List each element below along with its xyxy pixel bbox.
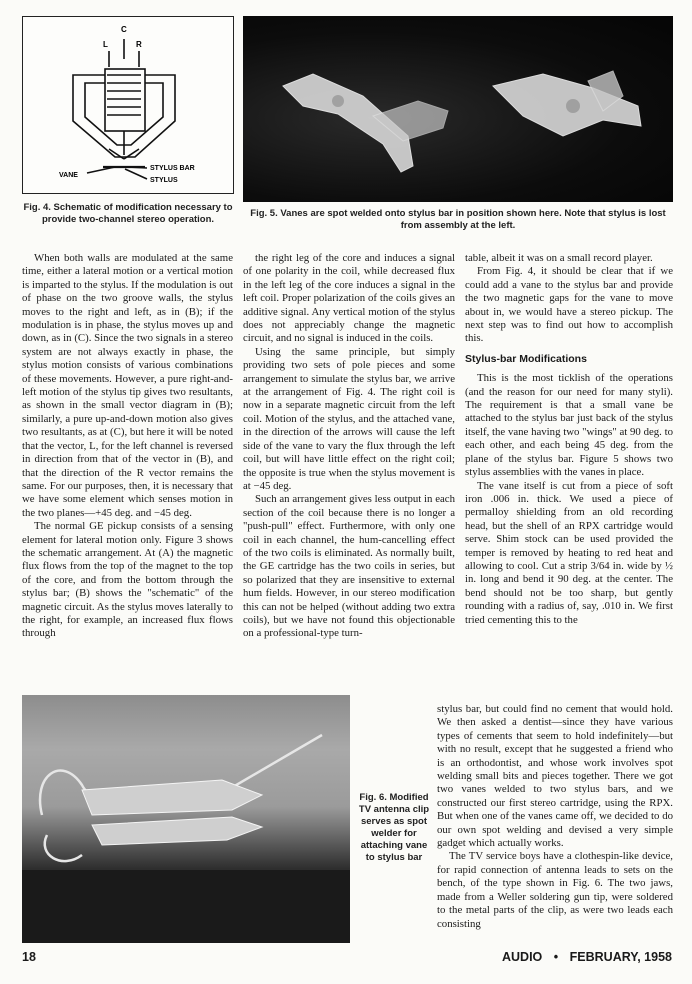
label-c: C [121,25,127,34]
figure-4-schematic [22,16,234,194]
magazine-name: AUDIO [502,950,543,964]
label-stylus: STYLUS [150,177,178,184]
paragraph: the right leg of the core and induces a signal of one polarity in the coil, while decreased flux in the left leg of the core induces a signal in the left coil. Proper polarization of the coils gives an additive signal. Any vertical motion of the stylus does not appreciably change the magnetic circuit, and no signal is induced in the coils. [243,252,455,345]
figure-6-photo [22,695,350,943]
label-stylus-bar: STYLUS BAR [150,165,195,172]
spot-welder-clip-image [22,695,350,943]
label-r: R [136,40,142,49]
figure-4-caption: Fig. 4. Schematic of modification necessary to provide two-channel stereo operation. [23,202,233,225]
label-l: L [103,40,108,49]
paragraph: This is the most ticklish of the operations (and the reason for our need for many styli). The requirement is that a small vane be attached to the stylus bar just back of the stylus itself, the vane having two "wings" at 90 deg. to each other, and each being 45 deg. from the plane of the stylus bar. Figure 5 shows two stylus assemblies with the vanes in place. [465,372,673,479]
figure-6-caption: Fig. 6. Modified TV antenna clip serves as spot welder for attaching vane to stylus bar [358,792,430,863]
text-column-3 [465,252,673,627]
paragraph: The TV service boys have a clothespin-like device, for rapid connection of antenna leads to sets on the bench, of the type shown in Fig. 6. The two jaws, made from a Weller soldering gun tip, were soldered to the metal parts of the clip, as were two leads each consisting [437,850,673,930]
issue-date: FEBRUARY, 1958 [569,950,672,964]
paragraph: The vane itself is cut from a piece of soft iron .006 in. thick. We used a piece of permalloy shielding from an old recording head, but the shell of an RPX cartridge would serve. Shim stock can be used provided the temper is removed by heating to red heat and allowing to cool. Cut a strip 3/64 in. wide by ½ in. long and bend it 90 deg. at the center. The bend should not be too sharp, but gently rounding with a radius of, say, .010 in. We first tried cementing this to the [465,479,673,626]
text-column-2 [243,252,455,641]
stylus-assemblies-image [243,16,673,202]
text-column-3-continued [437,703,673,931]
paragraph: From Fig. 4, it should be clear that if we could add a vane to the stylus bar and provide the two magnetic gaps for the vane to move about in, we would have a stereo pickup. The next step was to find out how to accomplish this. [465,265,673,345]
figure-5-caption: Fig. 5. Vanes are spot welded onto stylus bar in position shown here. Note that stylus is lost from assembly at the left. [250,208,666,231]
label-vane: VANE [59,172,78,179]
paragraph: Such an arrangement gives less output in each section of the coil because there is no longer a "push-pull" effect. Furthermore, with only one coil in each channel, the hum-cancelling effect of the two coils is eliminated. As normally built, the GE cartridge has the two coils in series, but so polarized that they are insensitive to external hum fields. However, in our stereo modification this can not be helped (without adding two extra coils), but we have not found this objectionable on a professional-type turn- [243,493,455,640]
schematic-diagram [23,17,232,192]
footer-bullet: • [553,950,559,964]
paragraph: The normal GE pickup consists of a sensing element for lateral motion only. Figure 3 shows the schematic arrangement. At (A) the magnetic flux flows from the top of the magnet to the top of the core, and from the bottom through the stylus bar; (B) shows the "schematic" of the magnetic circuit. As the stylus moves laterally to the right, for example, an increased flux flows through [22,520,233,640]
paragraph: table, albeit it was on a small record player. [465,252,653,264]
section-heading: Stylus-bar Modifications [465,352,587,365]
paragraph: stylus bar, but could find no cement that would hold. We then asked a dentist—since they have various types of cements that seem to hold indefinitely—but with no result, except that he suggested a friend who is an orthodontist, and whose work involves spot welding small bits and pieces together. There we got two vanes welded to two stylus bars, and we constructed our first stereo cartridge, using the RPX. But when one of the vanes came off, we decided to do our own spot welding and devised a very simple gadget which actually works. [437,703,673,850]
paragraph: When both walls are modulated at the same time, either a lateral motion or a vertical motion is imparted to the stylus. If the modulation is out of phase on the two groove walls, the stylus moves to the right and left, as in (B); if the modulation is in phase, the stylus moves up and down, as in (C). Since the two signals in a stereo system are not always exactly in phase, the stylus motion consists of various combinations of these movements. However, a pure right-and-left motion of the stylus tip gives two resultants, as shown in the small vector diagram in (B); similarly, a pure up-and-down motion also gives two resultants, as at (C), but here it will be noted that the vector, L, for the left channel is reversed in direction from that of the vector in (B), and that the direction of the R vector remains the same. For our purposes, then, it is necessary that we have some element which senses motion in the two planes—+45 deg. and −45 deg. [22,252,233,519]
page-number: 18 [22,950,36,964]
figure-5-photo [243,16,673,202]
text-column-1 [22,252,233,641]
paragraph: Using the same principle, but simply providing two sets of pole pieces and some arrangement to simulate the stylus bar, we arrive at the arrangement of Fig. 4. The right coil is now in a separate magnetic circuit from the left coil. Motion of the stylus, and the attached vane, in the direction of the arrows will cause the left side of the vane to vary the flux through the left coil, but will have little effect on the right coil; the opposite is true when the stylus movement is at −45 deg. [243,345,455,492]
magazine-footer [502,950,672,964]
